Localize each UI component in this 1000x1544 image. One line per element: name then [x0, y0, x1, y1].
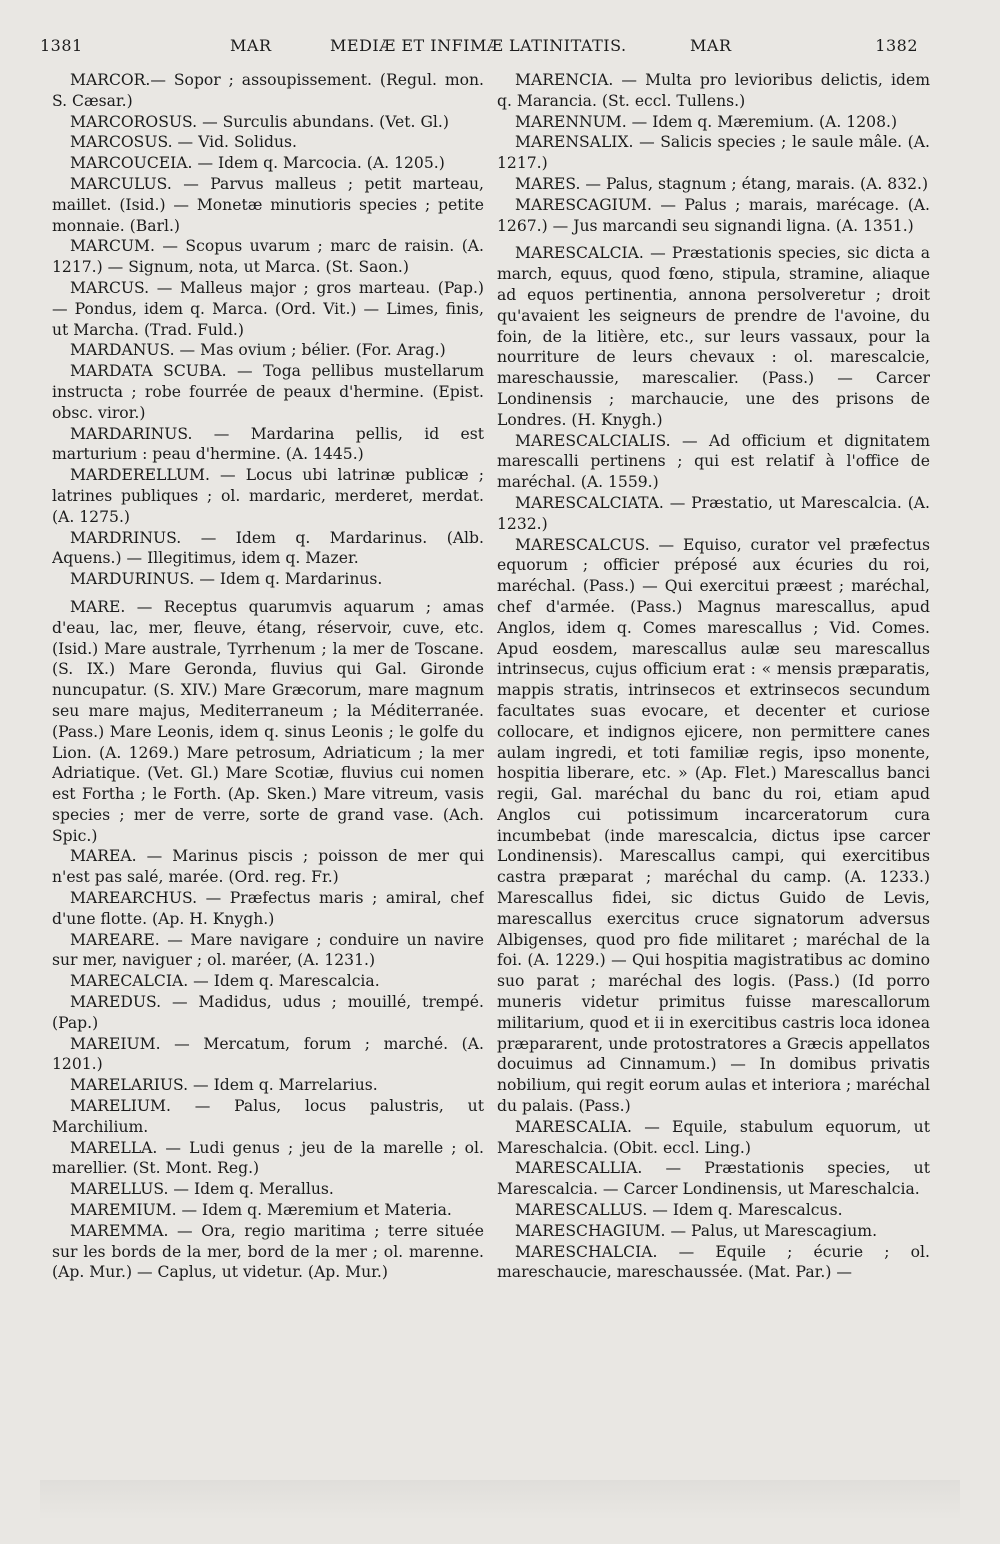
dictionary-entry: MAREIUM. — Mercatum, forum ; marché. (A. 1201.) — [52, 1034, 484, 1074]
dictionary-entry: MARCOR.— Sopor ; assoupissement. (Regul. mon. S. Cæsar.) — [52, 71, 484, 110]
right-running-word: MAR — [690, 36, 732, 55]
dictionary-entry: MARELARIUS. — Idem q. Marrelarius. — [70, 1076, 378, 1095]
dictionary-entry: MARESCALCIALIS. — Ad officium et dignitatem marescalli pertinens ; qui est relatif à l'office de maréchal. (A. 1559.) — [497, 431, 930, 492]
right-column — [497, 70, 930, 1520]
dictionary-entry: MAREDUS. — Madidus, udus ; mouillé, trempé. (Pap.) — [52, 993, 484, 1032]
dictionary-entry: MARE. — Receptus quarumvis aquarum ; amas d'eau, lac, mer, fleuve, étang, réservoir, cuve, etc. (Isid.) Mare australe, Tyrrhenum ; la mer de Toscane. (S. IX.) Mare Geronda, fluvius qui Gal. Gironde nuncupatur. (S. XIV.) Mare Græcorum, mare magnum seu mare majus, Mediterraneum ; la Méditerranée. (Pass.) Mare Leonis, idem q. sinus Leonis ; le golfe du Lion. (A. 1269.) Mare petrosum, Adriaticum ; la mer Adriatique. (Vet. Gl.) Mare Scotiæ, fluvius cui nomen est Fortha ; le Forth. (Ap. Sken.) Mare vitreum, vasis species ; mer de verre, sorte de grand vase. (Ach. Spic.) — [52, 597, 484, 845]
dictionary-entry: MARES. — Palus, stagnum ; étang, marais. (A. 832.) — [515, 174, 929, 193]
dictionary-entry: MAREA. — Marinus piscis ; poisson de mer qui n'est pas salé, marée. (Ord. reg. Fr.) — [52, 847, 484, 887]
dictionary-entry: MARCOSUS. — Vid. Solidus. — [70, 133, 297, 152]
dictionary-entry: MARCULUS. — Parvus malleus ; petit marteau, maillet. (Isid.) — Monetæ minutioris species ; petite monnaie. (Barl.) — [52, 174, 484, 235]
dictionary-entry: MARCUM. — Scopus uvarum ; marc de raisin. (A. 1217.) — Signum, nota, ut Marca. (St. Saon.) — [52, 237, 484, 277]
dictionary-entry: MARESCAGIUM. — Palus ; marais, marécage. (A. 1267.) — Jus marcandi seu signandi ligna. (A. 1351.) — [497, 195, 930, 235]
dictionary-entry: MARENCIA. — Multa pro levioribus delictis, idem q. Marancia. (St. eccl. Tullens.) — [497, 71, 930, 110]
dictionary-entry: MAREMMA. — Ora, regio maritima ; terre située sur les bords de la mer, bord de la mer ; ol. marenne. (Ap. Mur.) — Caplus, ut videtur. (Ap. Mur.) — [52, 1221, 484, 1282]
dictionary-entry: MARESCALCUS. — Equiso, curator vel præfectus equorum ; officier préposé aux écuries du roi, maréchal. (Pass.) — Qui exercitui præest ; maréchal, chef d'armée. (Pass.) Magnus marescallus, apud Anglos, idem q. Comes marescallus ; Vid. Comes. Apud eosdem, marescallus aulæ seu marescallus intrinsecus, cujus officium erat : « mensis præparatis, mappis stratis, intrinsecos et extrinsecos secundum facultates suas evocare, et decenter et curiose collocare, et indignos ejicere, non permittere canes aulam ingredi, et toti familiæ regis, ipso monente, hospitia liberare, etc. » (Ap. Flet.) Marescallus banci regii, Gal. maréchal du banc du roi, etiam apud Anglos cui potissimum incarceratorum cura incumbebat (inde marescalcia, dictus ipse carcer Londinensis). Marescallus campi, qui exercitibus castra præparat ; maréchal du camp. (A. 1233.) Marescallus fidei, sic dictus Guido de Levis, marescallus exercitus cruce signatorum adversus Albigenses, quod pro fide militaret ; maréchal de la foi. (A. 1229.) — Qui hospitia magistratibus ac domino suo parat ; maréchal des logis. (Pass.) (Id porro muneris videtur primitus fuisse marescallorum militarium, quod et ii in exercitibus castris loca idonea præpararent, unde protostratores a Græcis appellatos docuimus ad Cinnamum.) — In domibus privatis nobilium, qui regit eorum aulas et interiora ; maréchal du palais. (Pass.) — [497, 535, 930, 1116]
dictionary-entry: MARESCALLIA. — Præstationis species, ut Marescalcia. — Carcer Londinensis, ut Mareschalcia. — [497, 1159, 930, 1199]
dictionary-entry: MAREARE. — Mare navigare ; conduire un navire sur mer, naviguer ; ol. maréer, (A. 1231.) — [52, 930, 484, 970]
page-title: MEDIÆ ET INFIMÆ LATINITATIS. — [330, 36, 627, 55]
page-bottom-shading — [40, 1480, 960, 1520]
right-page-number: 1382 — [875, 36, 918, 55]
dictionary-entry: MAREMIUM. — Idem q. Mæremium et Materia. — [70, 1201, 452, 1220]
dictionary-entry: MARELIUM. — Palus, locus palustris, ut Marchilium. — [52, 1097, 484, 1136]
running-header — [40, 36, 918, 62]
dictionary-entry: MARECALCIA. — Idem q. Marescalcia. — [70, 972, 380, 991]
left-column — [52, 70, 484, 1520]
dictionary-entry: MARENSALIX. — Salicis species ; le saule mâle. (A. 1217.) — [497, 133, 930, 173]
dictionary-entry: MARCOROSUS. — Surculis abundans. (Vet. Gl.) — [70, 112, 449, 131]
dictionary-entry: MARDARINUS. — Mardarina pellis, id est marturium : peau d'hermine. (A. 1445.) — [52, 424, 484, 464]
dictionary-entry: MAREARCHUS. — Præfectus maris ; amiral, chef d'une flotte. (Ap. H. Knygh.) — [52, 889, 484, 928]
dictionary-entry: MARESCALIA. — Equile, stabulum equorum, ut Mareschalcia. (Obit. eccl. Ling.) — [497, 1117, 930, 1157]
dictionary-entry: MARESCHALCIA. — Equile ; écurie ; ol. mareschaucie, mareschaussée. (Mat. Par.) — — [497, 1242, 930, 1282]
dictionary-entry: MARESCALCIA. — Præstationis species, sic dicta a march, equus, quod fœno, stipula, stramine, aliaque ad equos pertinentia, annona persolveretur ; droit qu'avaient les seigneurs de prendre de l'avoine, du foin, de la litière, etc., sur leurs vassaux, pour la nourriture de leurs chevaux : ol. marescalcie, mareschaussie, marescalier. (Pass.) — Carcer Londinensis ; marchaucie, une des prisons de Londres. (H. Knygh.) — [497, 244, 930, 429]
left-running-word: MAR — [230, 36, 272, 55]
dictionary-entry: MARDRINUS. — Idem q. Mardarinus. (Alb. Aquens.) — Illegitimus, idem q. Mazer. — [52, 528, 484, 568]
dictionary-entry: MARELLA. — Ludi genus ; jeu de la marelle ; ol. marellier. (St. Mont. Reg.) — [52, 1138, 484, 1178]
dictionary-entry: MARCOUCEIA. — Idem q. Marcocia. (A. 1205.) — [70, 154, 445, 173]
dictionary-entry: MARESCALLUS. — Idem q. Marescalcus. — [515, 1201, 843, 1220]
dictionary-entry: MARDERELLUM. — Locus ubi latrinæ publicæ ; latrines publiques ; ol. mardaric, merderet, merdat. (A. 1275.) — [52, 466, 484, 526]
dictionary-entry: MARESCALCIATA. — Præstatio, ut Marescalcia. (A. 1232.) — [497, 493, 930, 533]
dictionary-entry: MARCUS. — Malleus major ; gros marteau. (Pap.) — Pondus, idem q. Marca. (Ord. Vit.) — Limes, finis, ut Marcha. (Trad. Fuld.) — [52, 278, 484, 339]
dictionary-entry: MARENNUM. — Idem q. Mæremium. (A. 1208.) — [515, 112, 898, 131]
left-page-number: 1381 — [40, 36, 83, 55]
dictionary-entry: MARDURINUS. — Idem q. Mardarinus. — [70, 570, 383, 589]
dictionary-entry: MARDATA SCUBA. — Toga pellibus mustellarum instructa ; robe fourrée de peaux d'hermine. (Epist. obsc. viror.) — [52, 362, 484, 422]
dictionary-entry: MARESCHAGIUM. — Palus, ut Marescagium. — [515, 1221, 878, 1240]
dictionary-entry: MARDANUS. — Mas ovium ; bélier. (For. Arag.) — [70, 341, 446, 360]
dictionary-entry: MARELLUS. — Idem q. Merallus. — [70, 1180, 334, 1199]
